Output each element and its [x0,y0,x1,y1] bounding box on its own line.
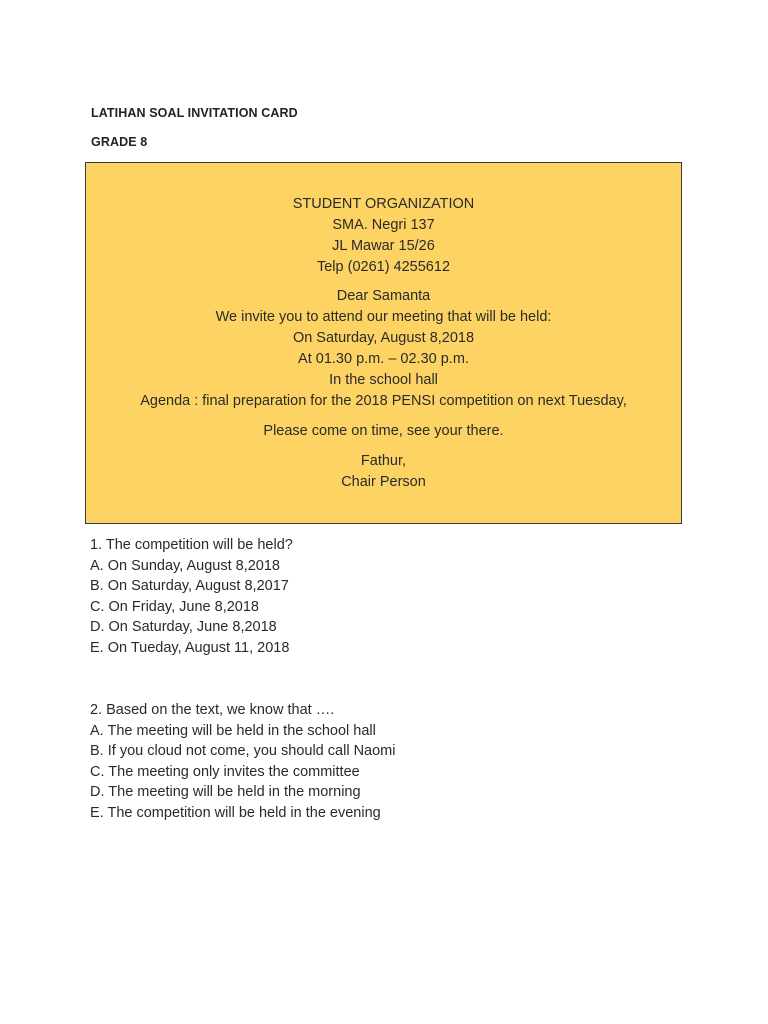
card-closing [86,421,681,442]
meeting-time: At 01.30 p.m. – 02.30 p.m. [298,351,469,367]
document-grade: GRADE 8 [91,135,148,149]
question-prompt: 1. The competition will be held? [90,537,293,553]
answer-option-a: A. The meeting will be held in the school hall [90,722,376,739]
answer-option-b: B. On Saturday, August 8,2017 [90,578,289,595]
question-prompt: 2. Based on the text, we know that …. [90,702,335,718]
meeting-place: In the school hall [329,372,438,388]
school-address: JL Mawar 15/26 [332,238,435,254]
answer-option-b: B. If you cloud not come, you should call Naomi [90,743,396,760]
invitation-card [85,162,682,524]
meeting-agenda: Agenda : final preparation for the 2018 PENSI competition on next Tuesday, [140,393,627,409]
answer-option-a: A. On Sunday, August 8,2018 [90,557,280,574]
school-phone: Telp (0261) 4255612 [316,259,451,275]
salutation: Dear Samanta [336,288,431,304]
question-2 [90,700,395,824]
card-signature [86,451,681,493]
answer-option-d: D. On Saturday, June 8,2018 [90,619,277,636]
sender-role: Chair Person [341,474,426,490]
answer-option-d: D. The meeting will be held in the morning [90,784,361,801]
school-name: SMA. Negri 137 [332,217,435,233]
organization-name: STUDENT ORGANIZATION [292,196,475,212]
card-header [86,194,681,278]
document-title: LATIHAN SOAL INVITATION CARD [91,106,298,120]
meeting-date: On Saturday, August 8,2018 [292,330,475,346]
answer-option-c: C. The meeting only invites the committee [90,763,360,780]
card-body [86,286,681,412]
answer-option-e: E. On Tueday, August 11, 2018 [90,639,290,656]
invitation-text: We invite you to attend our meeting that will be held: [215,309,552,325]
answer-option-c: C. On Friday, June 8,2018 [90,598,259,615]
answer-option-e: E. The competition will be held in the evening [90,804,381,821]
closing-text: Please come on time, see your there. [263,423,504,439]
sender-name: Fathur, [360,453,407,469]
question-1 [90,535,293,659]
